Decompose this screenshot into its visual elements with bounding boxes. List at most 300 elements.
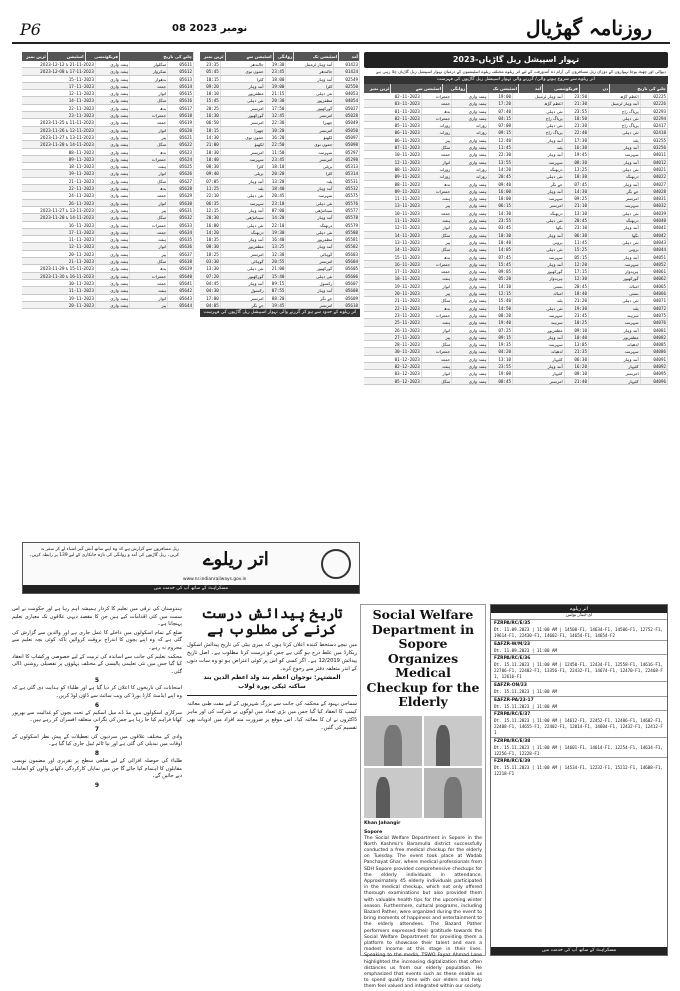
table-cell: جمعہ	[130, 229, 168, 235]
table-cell: بدھ	[130, 149, 168, 155]
table-cell: آنند وہار	[286, 243, 334, 249]
table-cell: ہفتہ واری	[96, 97, 130, 103]
table-cell: کٹیہار	[589, 363, 641, 369]
table-cell: 14-11-2023	[22, 97, 96, 103]
table-cell: 04027	[641, 181, 668, 187]
table-cell: آنند وہار	[513, 137, 565, 143]
table-cell: سیتامڑھی	[221, 214, 266, 220]
table-cell: آنند وہار	[589, 181, 641, 187]
table-cell: سرہند	[513, 319, 565, 325]
article-paragraph: سرکاری اسکولوں میں مڈ ڈے میل اسکیم کے تحت بچوں کو غذائیت سے بھرپور کھانا فراہم کیا جا رہا ہے جس کی نگرانی متعلقہ افسران کر رہے ہیں۔	[12, 709, 182, 724]
table-cell: آنند وہار	[221, 83, 266, 89]
table-cell: مظفرپور	[221, 90, 266, 96]
table-cell: 08:30	[200, 163, 221, 169]
table-cell: چھپرا	[286, 119, 334, 125]
column-header: چلنے کی تاریخ	[610, 84, 668, 93]
table-cell: 11-11-2023	[22, 236, 96, 242]
table-cell: سہرسہ	[221, 200, 266, 206]
table-cell: ہفتہ واری	[96, 112, 130, 118]
table-cell: 15:45	[489, 261, 513, 267]
table-row	[200, 207, 360, 214]
table-cell: نئی دہلی	[513, 122, 565, 128]
table-cell: 20:45	[489, 173, 513, 179]
table-cell: ہفتہ واری	[452, 93, 488, 99]
table-cell: 04041	[641, 224, 668, 230]
column-header: اسٹیشن سے	[391, 84, 443, 93]
table-cell: ہفتہ	[130, 236, 168, 242]
table-cell: مظفرپور	[286, 97, 334, 103]
table-cell: کٹیہار	[513, 370, 565, 376]
table-cell: ہفتہ واری	[452, 108, 488, 114]
table-cell: 19:00	[489, 370, 513, 376]
table-cell: 16:00	[200, 222, 221, 228]
table-cell: امرتسر	[221, 295, 266, 301]
table-cell: ہفتہ واری	[96, 214, 130, 220]
table-cell: اتوار	[130, 90, 168, 96]
table-row	[22, 83, 194, 90]
table-cell: پیر	[130, 134, 168, 140]
table-cell: 17:30	[565, 137, 589, 143]
table-cell: 15-11-2023 تا 29-11-2023	[22, 265, 96, 271]
urdu-article	[12, 606, 182, 956]
table-cell: 09-11-2023	[364, 188, 422, 194]
article-paragraph: امتحانات کی تاریخوں کا اعلان کر دیا گیا ہے اور طلباء کو ہدایت دی گئی ہے کہ وہ اپنے ایڈمٹ کارڈ بورڈ کی ویب سائٹ سے ڈاؤن لوڈ کریں۔	[12, 685, 182, 699]
table-cell: 26-11-2023	[364, 327, 422, 333]
table-cell: نئی دہلی	[589, 129, 641, 135]
table-cell: 14:05	[489, 246, 513, 252]
table-cell: امرتسر	[221, 251, 266, 257]
table-cell: 05:20	[489, 275, 513, 281]
table-row	[200, 229, 360, 236]
table-cell: 20-11-2023	[22, 251, 96, 257]
news-photo	[424, 768, 482, 818]
table-cell: ہفتہ واری	[452, 195, 488, 201]
table-cell: 14:30	[565, 188, 589, 194]
table-cell: ہفتہ واری	[96, 90, 130, 96]
table-row	[364, 370, 668, 377]
table-cell: ہفتہ واری	[452, 268, 488, 274]
table-cell: نئی دہلی	[221, 222, 266, 228]
rail-subhead-mid: اتر ریلوے کے حدود سے ہو کر گزرنے والی تہوار اسپیشل ریل گاڑیوں کی فہرست	[200, 309, 360, 317]
table-cell: ہفتہ واری	[96, 127, 130, 133]
column-header: دن	[580, 84, 610, 93]
table-cell: آنند وہار ٹرمینل	[286, 61, 334, 67]
table-cell: شکروار	[130, 68, 168, 74]
table-cell: 22:10	[200, 192, 221, 198]
table-cell: 17:20	[489, 100, 513, 106]
table-cell: بدھ	[130, 265, 168, 271]
table-cell: 17:00	[200, 295, 221, 301]
table-cell: ہفتہ واری	[96, 149, 130, 155]
table-cell: 05634	[168, 229, 194, 235]
table-cell: سہرسہ	[589, 261, 641, 267]
table-row	[22, 90, 194, 97]
table-cell: 23:45	[565, 312, 589, 318]
table-cell: جموں توی	[221, 68, 266, 74]
table-cell: 05097	[334, 134, 360, 140]
table-cell: امرتسر	[589, 195, 641, 201]
table-cell: گوہاٹی	[286, 251, 334, 257]
table-cell: مظفرپور	[286, 236, 334, 242]
table-cell: 23:10	[565, 224, 589, 230]
table-cell: سہرسہ	[221, 156, 266, 162]
table-cell: 03:30	[200, 258, 221, 264]
table-cell: 02550	[334, 83, 360, 89]
table-cell: 05581	[334, 236, 360, 242]
table-cell: اتوار	[130, 295, 168, 301]
table-cell: جمعرات	[422, 93, 452, 99]
column-header: چلنے کی تاریخ	[120, 52, 194, 61]
table-row	[364, 275, 668, 282]
table-cell: 05579	[334, 222, 360, 228]
table-cell: 15-11-2023	[364, 254, 422, 260]
table-row	[22, 243, 194, 250]
table-cell: 04072	[641, 305, 668, 311]
table-cell: 08:20	[266, 295, 287, 301]
table-cell: 05616	[168, 97, 194, 103]
table-cell: 05636	[168, 243, 194, 249]
table-row	[22, 185, 194, 192]
table-cell: امرتسر	[589, 370, 641, 376]
table-cell: سہرسہ	[589, 151, 641, 157]
table-cell: ہفتہ واری	[96, 163, 130, 169]
railway-emblem-icon	[321, 549, 351, 579]
table-cell: 04040	[641, 217, 668, 223]
news-photo	[424, 716, 482, 766]
table-cell: آنند وہار	[221, 280, 266, 286]
table-cell: روزانہ	[422, 173, 452, 179]
table-row	[200, 156, 360, 163]
column-header: اسٹیشن تک	[294, 52, 339, 61]
table-cell: 04062	[641, 275, 668, 281]
table-cell: آنند وہار	[286, 76, 334, 82]
table-cell: 08:20	[489, 312, 513, 318]
table-cell: 17-11-2023	[22, 229, 96, 235]
table-cell: 05643	[168, 295, 194, 301]
table-cell: 08:30	[200, 243, 221, 249]
table-cell: نئی دہلی	[589, 166, 641, 172]
table-cell: 02225	[641, 93, 668, 99]
table-cell: پٹنہ	[221, 185, 266, 191]
table-cell: جمعہ	[130, 83, 168, 89]
table-cell: جالندھر	[286, 68, 334, 74]
article-paragraph: ضلع کے تمام اسکولوں میں داخلے کا عمل جاری ہے اور والدین سے گزارش کی گئی ہے کہ وہ اپنے بچوں کا اندراج بروقت کروائیں تاکہ کوئی بچہ تعلیم سے محروم نہ رہے۔	[12, 629, 182, 651]
table-row	[364, 319, 668, 326]
table-cell: 22-11-2023	[364, 305, 422, 311]
table-row	[364, 378, 668, 385]
table-cell: 04051	[641, 254, 668, 260]
table-cell: 05297	[334, 149, 360, 155]
table-row	[22, 149, 194, 156]
table-cell: 21:40	[565, 378, 589, 384]
table-cell: ہفتہ واری	[96, 134, 130, 140]
tender-item	[491, 640, 667, 655]
table-cell: 21:00	[266, 265, 287, 271]
table-cell: امرتسر	[221, 119, 266, 125]
table-cell: مظفرپور	[221, 243, 266, 249]
table-cell: 19:00	[489, 93, 513, 99]
table-cell: 06:15	[489, 202, 513, 208]
table-cell: 04:30	[200, 287, 221, 293]
table-cell: 04053	[334, 90, 360, 96]
table-row	[200, 112, 360, 119]
table-cell: ہفتہ واری	[96, 295, 130, 301]
column-header: اسٹیشن	[48, 52, 86, 61]
table-cell: نئی دہلی	[513, 305, 565, 311]
table-cell: 09:20	[200, 83, 221, 89]
table-cell: ہفتہ واری	[452, 144, 488, 150]
table-row	[22, 105, 194, 112]
table-cell: 05580	[334, 229, 360, 235]
table-cell: اتوار	[130, 200, 168, 206]
table-cell: روزانہ	[452, 166, 488, 172]
table-cell: 09:25	[565, 195, 589, 201]
table-cell: 12-11-2023	[22, 90, 96, 96]
table-cell: پیر	[422, 290, 452, 296]
table-cell: 18:10	[266, 163, 287, 169]
table-cell: دربھنگہ	[286, 222, 334, 228]
table-cell: 28-11-2023	[364, 341, 422, 347]
table-cell: 12:20	[565, 261, 589, 267]
story-photos	[364, 716, 482, 818]
notice-signature: المشتہر: نوجوان اعظم بند ولد اعظم الدین بند	[203, 674, 341, 681]
table-cell: سہرسہ	[513, 195, 565, 201]
table-cell: جمعہ	[130, 280, 168, 286]
table-cell: 13:05	[565, 341, 589, 347]
table-cell: 11:25	[200, 185, 221, 191]
table-cell: 10:40	[565, 334, 589, 340]
table-row	[200, 141, 360, 148]
table-cell: امبالہ	[513, 290, 565, 296]
table-row	[200, 222, 360, 229]
table-row	[22, 295, 194, 302]
table-cell: 11-11-2023 تا 25-11-2023	[22, 119, 96, 125]
table-cell: روزانہ	[452, 173, 488, 179]
table-cell: 02226	[641, 100, 668, 106]
table-cell: 08:10	[565, 370, 589, 376]
table-cell: 19:45	[565, 151, 589, 157]
table-cell: 04022	[641, 173, 668, 179]
table-cell: 10:35	[200, 236, 221, 242]
table-cell: آنند وہار	[221, 207, 266, 213]
table-cell: 17:50	[266, 105, 287, 111]
table-cell: 09:15	[266, 280, 287, 286]
table-cell: ہفتہ واری	[96, 207, 130, 213]
table-cell: ہفتہ واری	[452, 188, 488, 194]
tender-item	[491, 696, 667, 711]
table-cell: 18:00	[266, 76, 287, 82]
column-header: ٹرین نمبر	[200, 52, 226, 61]
advert-slogan: مسکراہٹ کے ساتھ آپ کی خدمت میں	[23, 585, 359, 593]
table-row	[22, 229, 194, 236]
table-cell: کٹرا	[221, 163, 266, 169]
table-cell: 18:50	[565, 115, 589, 121]
article-paragraph: وادی کے مختلف علاقوں میں سردیوں کی تعطیلات کے پیش نظر اسکولوں کے اوقات میں تبدیلی کی گئی ہے اور نیا ٹائم ٹیبل جاری کیا گیا ہے۔	[12, 733, 182, 748]
table-cell: 07:20	[200, 273, 221, 279]
table-cell: سہرسہ	[513, 341, 565, 347]
table-cell: 14:50	[489, 305, 513, 311]
table-row	[364, 254, 668, 261]
table-row	[200, 76, 360, 83]
table-cell: 01424	[334, 68, 360, 74]
table-cell: ہفتہ واری	[452, 348, 488, 354]
table-cell: 19:30	[565, 305, 589, 311]
masthead	[12, 14, 670, 44]
table-cell: 05631	[168, 207, 194, 213]
table-cell: ہفتہ	[130, 163, 168, 169]
table-cell: 05027	[334, 105, 360, 111]
table-cell: 05628	[168, 185, 194, 191]
column-header: فریکوئنسی	[86, 52, 120, 61]
table-row	[364, 348, 668, 355]
table-cell: 05625	[168, 163, 194, 169]
table-row	[22, 251, 194, 258]
table-row	[364, 283, 668, 290]
table-row	[364, 297, 668, 304]
table-cell: امرتسر	[286, 302, 334, 308]
table-cell: 19:40	[489, 319, 513, 325]
table-cell: 04032	[641, 202, 668, 208]
table-cell: ہفتہ واری	[96, 192, 130, 198]
table-cell: ہفتہ واری	[452, 319, 488, 325]
table-row	[200, 243, 360, 250]
table-cell: چھپرا	[221, 127, 266, 133]
table-cell: 17-11-2023 تا 08-12-2023	[22, 68, 96, 74]
table-cell: 21:35	[565, 348, 589, 354]
table-cell: 12-11-2023	[22, 243, 96, 249]
tender-reference: FZRPA/RC/E/38	[494, 738, 531, 744]
table-row	[200, 273, 360, 280]
section-number: 9	[94, 781, 100, 789]
table-cell: 04031	[641, 195, 668, 201]
table-cell: اتوار	[422, 327, 452, 333]
table-cell: ہفتہ واری	[96, 265, 130, 271]
table-cell: 05617	[168, 105, 194, 111]
table-row	[364, 334, 668, 341]
news-photo	[364, 768, 422, 818]
table-cell: دربھنگہ	[221, 229, 266, 235]
table-cell: نئی دہلی	[513, 246, 565, 252]
tender-item	[491, 757, 667, 778]
table-cell: بدھ	[130, 185, 168, 191]
table-cell: نئی دہلی	[589, 239, 641, 245]
news-photo	[364, 716, 422, 766]
table-cell: 22:10	[266, 222, 287, 228]
table-cell: بدھ	[422, 305, 452, 311]
table-cell: ہفتہ واری	[452, 327, 488, 333]
table-cell: نئی دہلی	[286, 200, 334, 206]
table-cell: ہفتہ واری	[452, 378, 488, 384]
table-row	[200, 134, 360, 141]
table-cell: 14-11-2023 تا 28-11-2023	[22, 214, 96, 220]
table-cell: گورکھپور	[286, 105, 334, 111]
table-cell: 05618	[168, 112, 194, 118]
table-cell: 06-11-2023	[364, 129, 422, 135]
table-cell: لکھنؤ	[221, 141, 266, 147]
table-cell: ہفتہ واری	[452, 232, 488, 238]
table-cell: 04:05	[200, 302, 221, 308]
table-cell: 13-11-2023 تا 27-11-2023	[22, 207, 96, 213]
table-cell: 05050	[334, 127, 360, 133]
table-cell: 11:50	[266, 149, 287, 155]
table-cell: جمعرات	[422, 115, 452, 121]
table-cell: پیر	[130, 251, 168, 257]
table-cell: ہفتہ واری	[96, 68, 130, 74]
table-cell: 13:25	[266, 243, 287, 249]
table-row	[200, 163, 360, 170]
table-cell: منگل	[130, 141, 168, 147]
notice-heading: تاریخ پیدائش درست کرنے کی مطلوب ہے	[201, 606, 343, 638]
table-cell: بستی	[513, 283, 565, 289]
table-cell: 23:55	[489, 363, 513, 369]
table-cell: 11-11-2023	[22, 287, 96, 293]
table-cell: ہفتہ واری	[452, 356, 488, 362]
table-cell: نئی دہلی	[589, 210, 641, 216]
table-row	[200, 302, 360, 309]
table-cell: 16:30	[200, 112, 221, 118]
table-cell: 06:30	[565, 356, 589, 362]
table-cell: ہفتہ واری	[96, 61, 130, 67]
column-header: ٹرین نمبر	[22, 52, 48, 61]
table-cell: پریاگ راج	[513, 115, 565, 121]
table-cell: 07:40	[489, 108, 513, 114]
table-cell: ہفتہ واری	[96, 287, 130, 293]
table-cell: منگل	[422, 297, 452, 303]
table-cell: 05619	[168, 119, 194, 125]
table-row	[22, 163, 194, 170]
table-cell: 12:45	[266, 112, 287, 118]
table-cell: 03-11-2023	[364, 100, 422, 106]
table-row	[200, 214, 360, 221]
table-cell: ہفتہ واری	[452, 151, 488, 157]
table-cell: 13:10	[489, 356, 513, 362]
table-cell: ہفتہ	[422, 363, 452, 369]
table-cell: 16:30	[565, 144, 589, 150]
table-cell: 05605	[334, 265, 360, 271]
table-cell: 03255	[641, 137, 668, 143]
table-cell: پیر	[422, 137, 452, 143]
table-row	[22, 97, 194, 104]
table-cell: 05623	[168, 149, 194, 155]
section-number: 5	[94, 677, 100, 685]
table-cell: آنند وہار	[286, 214, 334, 220]
table-row	[22, 214, 194, 221]
table-cell: ہفتہ واری	[452, 275, 488, 281]
table-cell: بدھوار	[130, 76, 168, 82]
table-row	[22, 119, 194, 126]
tender-item	[491, 710, 667, 736]
table-cell: 05635	[168, 236, 194, 242]
table-cell: 23:45	[266, 156, 287, 162]
table-cell: 14:30	[489, 210, 513, 216]
table-cell: ہفتہ واری	[452, 137, 488, 143]
table-cell: لدھیانہ	[589, 341, 641, 347]
table-cell: 11:45	[565, 239, 589, 245]
table-row	[200, 61, 360, 68]
table-row	[200, 295, 360, 302]
table-cell: 09:40	[489, 181, 513, 187]
table-cell: مظفرپور	[589, 334, 641, 340]
story-byline: Khan Jahangir	[364, 820, 401, 826]
column-header: آمد	[519, 84, 543, 93]
rail-table-right	[364, 52, 668, 594]
railway-advert	[22, 542, 360, 594]
table-cell: 09:40	[200, 170, 221, 176]
table-cell: دربھنگہ	[513, 166, 565, 172]
table-cell: پٹنہ	[513, 144, 565, 150]
table-cell: 02-11-2023	[364, 115, 422, 121]
tender-reference: FZRPA/RC/E/39	[494, 759, 531, 765]
